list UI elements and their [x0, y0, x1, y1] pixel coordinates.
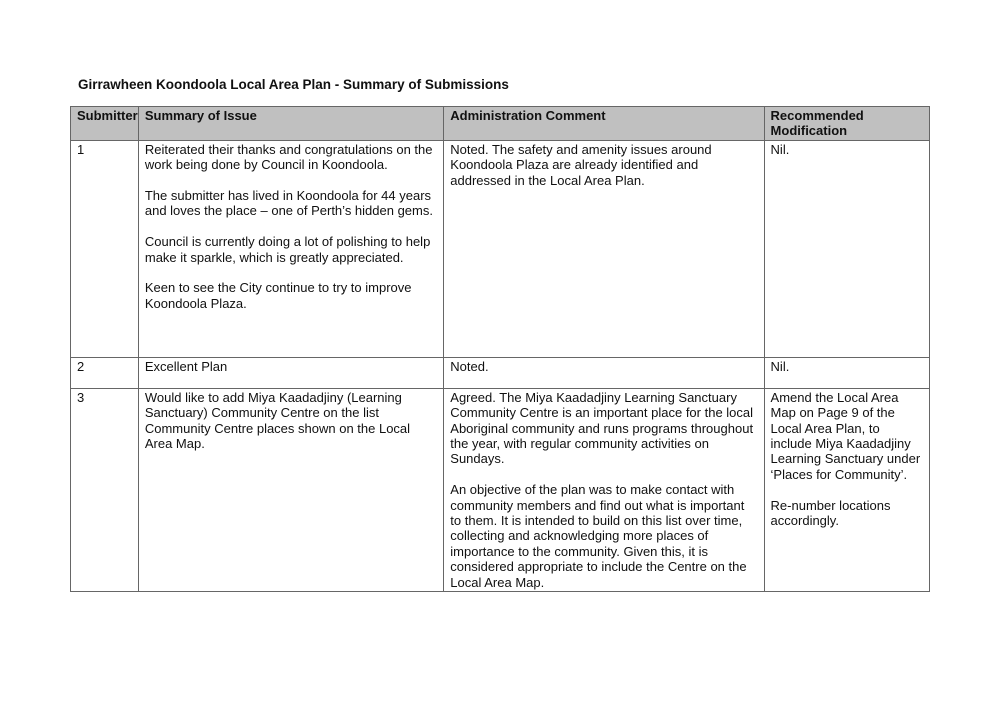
cell-submitter: 1: [71, 140, 139, 357]
header-submitter: Submitter: [71, 107, 139, 141]
cell-paragraph: Keen to see the City continue to try to improve Koondoola Plaza.: [144, 280, 412, 311]
cell-recommended-modification: [764, 357, 929, 388]
document-title: Girrawheen Koondoola Local Area Plan - Summary of Submissions: [78, 77, 509, 92]
cell-paragraph: Noted. The safety and amenity issues around Koondoola Plaza are already identified and addressed in the Local Area Plan.: [450, 141, 712, 188]
cell-submitter: 3: [71, 388, 139, 591]
cell-paragraph: Re-number locations accordingly.: [770, 497, 891, 529]
cell-recommended-modification: [764, 140, 929, 357]
cell-paragraph: Nil.: [770, 358, 790, 374]
cell-paragraph: An objective of the plan was to make contact with community members and find out what is important to them. It is intended to build on this list over time, collecting and acknowledging more places of importance to the community. Given this, it is considered appropriate to include the Centre on the Local Area Map.: [450, 482, 747, 590]
cell-paragraph: Would like to add Miya Kaadadjiny (Learning Sanctuary) Community Centre on the list Community Centre places shown on the Local Area Map.: [144, 389, 411, 452]
table-row: [71, 140, 930, 357]
cell-paragraph: The submitter has lived in Koondoola for 44 years and loves the place – one of Perth’s hidden gems.: [144, 188, 433, 219]
cell-paragraph: Amend the Local Area Map on Page 9 of the Local Area Plan, to include Miya Kaadadjiny Learning Sanctuary under ‘Places for Community’.: [770, 389, 921, 482]
cell-administration-comment: [444, 357, 764, 388]
cell-paragraph: Noted.: [450, 358, 489, 374]
header-recommended-modification: Recommended Modification: [764, 107, 929, 141]
cell-paragraph: Excellent Plan: [144, 358, 228, 374]
cell-summary-of-issue: [138, 140, 443, 357]
cell-administration-comment: [444, 140, 764, 357]
cell-summary-of-issue: [138, 357, 443, 388]
cell-paragraph: Agreed. The Miya Kaadadjiny Learning Sanctuary Community Centre is an important place for the local Aboriginal community and runs programs throughout the year, with regular community activities on Sundays.: [450, 389, 754, 467]
cell-administration-comment: [444, 388, 764, 591]
table-row: [71, 388, 930, 591]
cell-paragraph: Nil.: [770, 141, 790, 157]
submissions-table: [70, 106, 930, 592]
cell-paragraph: Reiterated their thanks and congratulations on the work being done by Council in Koondoola.: [144, 141, 433, 173]
cell-submitter: 2: [71, 357, 139, 388]
table-header-row: [71, 107, 930, 141]
table-row: [71, 357, 930, 388]
cell-recommended-modification: [764, 388, 929, 591]
header-summary-of-issue: Summary of Issue: [138, 107, 443, 141]
cell-paragraph: Council is currently doing a lot of polishing to help make it sparkle, which is greatly appreciated.: [144, 234, 431, 265]
header-administration-comment: Administration Comment: [444, 107, 764, 141]
cell-summary-of-issue: [138, 388, 443, 591]
